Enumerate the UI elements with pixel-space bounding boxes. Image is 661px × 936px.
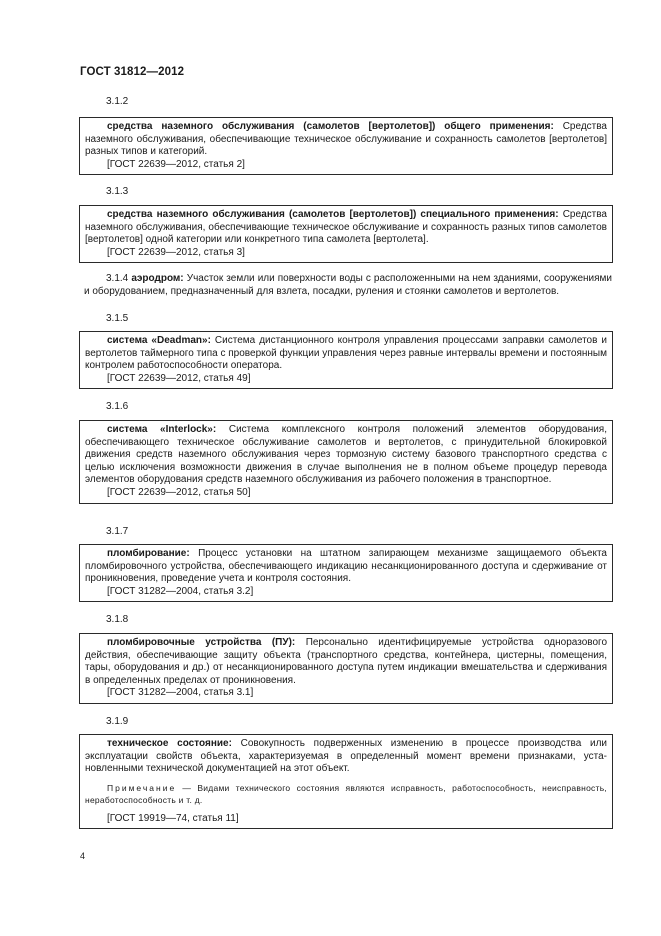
- entry-number: 3.1.9: [106, 716, 129, 727]
- source-reference: [ГОСТ 22639—2012, статья 3]: [107, 246, 245, 258]
- page-number: 4: [80, 851, 86, 861]
- term: техническое состояние:: [107, 738, 232, 749]
- definition-box: [79, 117, 613, 175]
- definition-text: Процесс установки на штатном запирающем механизме защищаемого объекта пломбировочного устройства, обеспечивающего индикацию несанкционированного доступа и сдерживание от проникновения, проведение учета и контроля состояния.: [85, 548, 607, 585]
- definition-text: Персонально идентифицируемые устройства одноразового действия, обеспечивающие защиту объекта (транспортного средства, контейнера, цистерны, помещения, тары, оборудования и др.) от несанкционированного доступа путем индикации вмешательства и сдерживания в определенных пределах от проникновения.: [85, 637, 608, 686]
- definition-paragraph: [85, 424, 607, 487]
- definition-box: [79, 544, 613, 602]
- term: система «Interlock»:: [107, 424, 217, 435]
- definition-paragraph: [85, 121, 607, 159]
- page-header: ГОСТ 31812—2012: [80, 66, 185, 78]
- term: средства наземного обслуживания (самолетов [вертолетов]) общего применения:: [107, 121, 554, 132]
- definition-text: Средства наземного обслуживания, обеспечивающие техническое обслуживание и сохранность разных типов самолетов [вертолетов] одной категории или конкретного типа самолета [вертолета].: [85, 209, 607, 246]
- entry-number: 3.1.2: [106, 96, 129, 107]
- note-paragraph: [85, 782, 607, 807]
- term: аэродром:: [131, 273, 184, 284]
- definition-box: [79, 331, 613, 389]
- definition-text: Совокупность подверженных изменению в процессе производства или эксплуатации свойств объекта, характеризуемая в определенный момент времени признаками, установленными технической документацией на этот объект.: [85, 738, 608, 775]
- definition-text: Средства наземного обслуживания, обеспечивающие техническое обслуживание и сохранность самолетов [вертолетов] разных типов и категорий.: [85, 121, 607, 158]
- term: средства наземного обслуживания (самолетов [вертолетов]) специального применения:: [107, 209, 559, 220]
- source-reference: [ГОСТ 31282—2004, статья 3.2]: [107, 585, 254, 597]
- source-reference: [ГОСТ 22639—2012, статья 2]: [107, 158, 245, 170]
- entry-number: 3.1.5: [106, 313, 129, 324]
- definition-box: [79, 205, 613, 263]
- definition-box: [79, 420, 613, 504]
- entry-number: 3.1.4: [106, 273, 129, 284]
- term: система «Deadman»:: [107, 335, 211, 346]
- definition-paragraph: [85, 209, 607, 247]
- definition-text: Система комплексного контроля положений элементов оборудования, обеспечивающего техническое обслуживание самолетов и вертолетов, с принудительной блокировкой движения средств наземного обслуживания через тормозную систему базового транспортного средства с целью исключения возможности движения в случае выполнения не в полном объеме процедур перевода элементов оборудования средств наземного обслуживания из рабочего положения в транспортное.: [85, 424, 608, 486]
- definition-paragraph: [85, 738, 607, 776]
- note-label: Примечание: [107, 782, 177, 793]
- definition-box: [79, 633, 613, 704]
- entry-number: 3.1.3: [106, 186, 129, 197]
- note-text: — Видами технического состояния являются исправность, работоспособность, неисправность, неработоспособность и т. д.: [85, 782, 607, 806]
- term: пломбирование:: [107, 548, 190, 559]
- source-reference: [ГОСТ 22639—2012, статья 50]: [107, 486, 251, 498]
- source-reference: [ГОСТ 31282—2004, статья 3.1]: [107, 687, 254, 699]
- definition-free: [84, 273, 612, 298]
- definition-text: Система дистанционного контроля управления процессами заправки самолетов и вертолетов таймерного типа с проверкой функции управления через равные интервалы времени и постоянным контролем работоспособности оператора.: [85, 335, 608, 372]
- definition-paragraph: [85, 335, 607, 373]
- definition-paragraph: [84, 273, 612, 298]
- source-reference: [ГОСТ 22639—2012, статья 49]: [107, 372, 251, 384]
- entry-number: 3.1.8: [106, 614, 129, 625]
- entry-number: 3.1.6: [106, 401, 129, 412]
- definition-text: Участок земли или поверхности воды с расположенными на нем зданиями, сооружениями и оборудованием, предназначенный для взлета, посадки, руления и стоянки самолетов и вертолетов.: [84, 273, 612, 297]
- entry-number: 3.1.7: [106, 526, 129, 537]
- definition-paragraph: [85, 548, 607, 586]
- definition-paragraph: [85, 637, 607, 687]
- definition-box: [79, 734, 613, 829]
- term: пломбировочные устройства (ПУ):: [107, 637, 296, 648]
- source-reference: [ГОСТ 19919—74, статья 11]: [107, 812, 239, 824]
